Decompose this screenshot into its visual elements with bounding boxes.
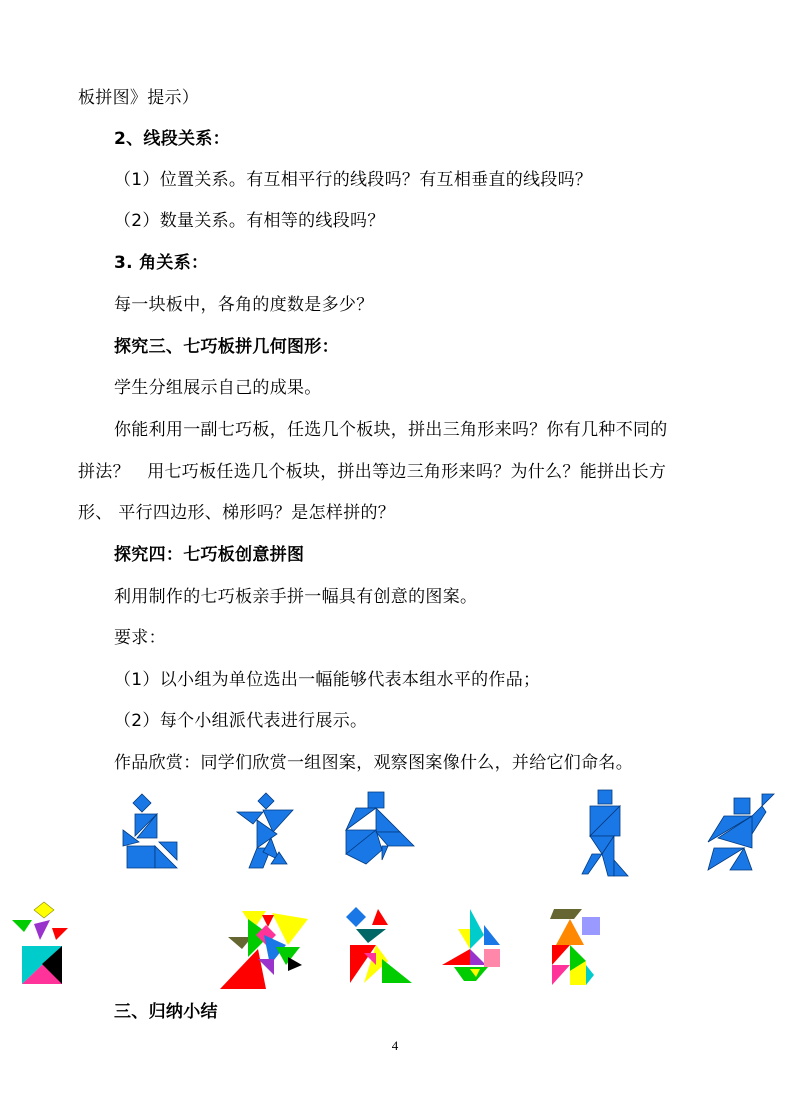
text-requirement-2: （2）每个小组派代表进行展示。 <box>114 711 368 731</box>
heading-segment-relation: 2、线段关系： <box>114 129 230 149</box>
tangram-colorful-cat <box>342 905 414 985</box>
page-number: 4 <box>391 1038 399 1053</box>
text-question-line3: 形、 平行四边形、梯形吗？是怎样拼的？ <box>78 503 396 523</box>
text-quantity-relation: （2）数量关系。有相等的线段吗？ <box>114 211 385 231</box>
text-creative: 利用制作的七巧板亲手拼一幅具有创意的图案。 <box>114 587 478 607</box>
tangram-blue-bowl-figure <box>342 790 417 865</box>
heading-summary: 三、归纳小结 <box>114 1002 218 1022</box>
text-appreciation: 作品欣赏：同学们欣赏一组图案，观察图案像什么，并给它们命名。 <box>114 753 633 773</box>
text-line-continuation: 板拼图》提示） <box>78 88 200 108</box>
heading-angle-relation: 3. 角关系： <box>114 253 209 273</box>
text-requirements: 要求： <box>114 628 166 648</box>
text-question-line2: 拼法？ 用七巧板任选几个板块，拼出等边三角形来吗？为什么？能拼出长方 <box>78 462 667 482</box>
tangram-colorful-sailboat <box>440 905 505 985</box>
tangram-colorful-bird <box>548 905 608 987</box>
text-requirement-1: （1）以小组为单位选出一幅能够代表本组水平的作品； <box>114 670 541 690</box>
text-position-relation: （1）位置关系。有互相平行的线段吗？有互相垂直的线段吗？ <box>114 170 593 190</box>
tangram-blue-flag-figure <box>700 790 780 872</box>
heading-explore-four: 探究四：七巧板创意拼图 <box>114 545 305 565</box>
tangram-blue-kneeling-figure <box>115 790 180 870</box>
text-group-show: 学生分组展示自己的成果。 <box>114 378 322 398</box>
text-question-line1: 你能利用一副七巧板，任选几个板块，拼出三角形来吗？你有几种不同的 <box>114 420 668 440</box>
text-angle-question: 每一块板中，各角的度数是多少？ <box>114 295 374 315</box>
tangram-colorful-cluster <box>218 905 310 990</box>
tangram-colorful-flower-vase <box>10 900 70 985</box>
tangram-blue-runner-figure <box>233 790 298 870</box>
tangram-blue-walking-man <box>578 788 633 880</box>
heading-explore-three: 探究三、七巧板拼几何图形： <box>114 337 339 357</box>
